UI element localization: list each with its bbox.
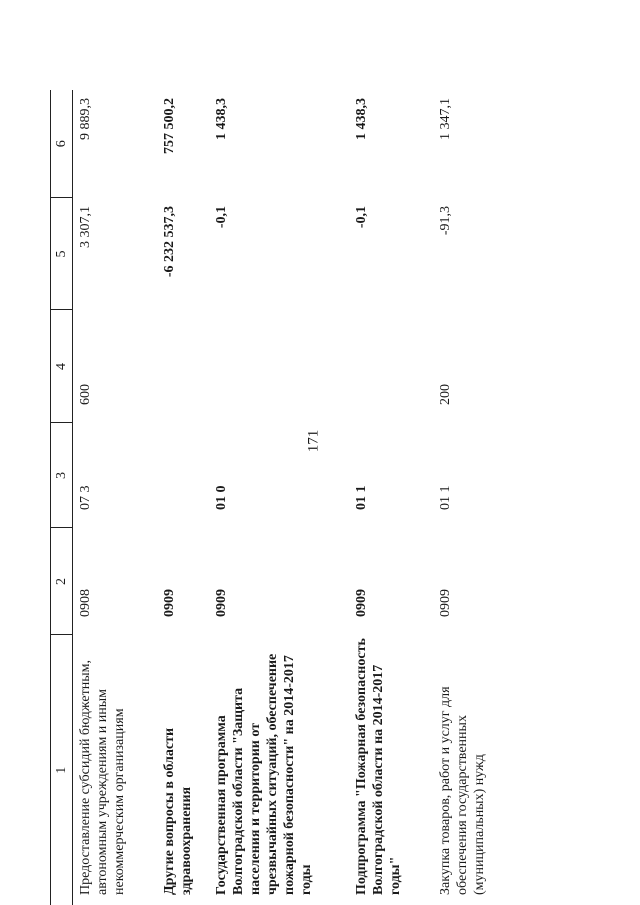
header-col-3: 3 — [51, 423, 73, 528]
budget-table — [50, 90, 507, 905]
row-total: 1 347,1 — [438, 98, 453, 140]
header-col-6: 6 — [51, 90, 73, 198]
row-target: 07 3 — [78, 485, 93, 510]
row-total: 9 889,3 — [78, 98, 93, 140]
header-col-5: 5 — [51, 198, 73, 310]
row-name: Подпрограмма "Пожарная безопасность Волгоградской области на 2014-2017 годы" — [354, 638, 403, 895]
row-change: 3 307,1 — [78, 206, 93, 248]
page-number: 171 — [305, 429, 322, 453]
row-name: Предоставление субсидий бюджетным, автономным учреждениям и иным некоммерческим организациям — [78, 659, 127, 895]
row-type — [349, 310, 433, 423]
row-section: 0908 — [78, 589, 93, 617]
row-target: 01 0 — [214, 485, 229, 510]
row-total: 1 438,3 — [354, 98, 369, 140]
header-row — [51, 90, 73, 905]
row-target — [157, 423, 209, 528]
row-type: 200 — [438, 384, 453, 405]
budget-table-rotated — [50, 90, 640, 905]
row-total: 757 500,2 — [162, 98, 177, 154]
row-change: -6 232 537,3 — [162, 206, 177, 278]
row-target: 01 1 — [354, 485, 369, 510]
row-name: Государственная программа Волгоградской области "Защита населения и территории от чрезвычайных ситуаций, обеспечение пожарной безопасности" на 2014-2017 годы — [214, 653, 314, 895]
row-section: 0909 — [438, 589, 453, 617]
row-type — [209, 310, 349, 423]
row-section: 0909 — [214, 589, 229, 617]
row-target: 01 1 — [438, 485, 453, 510]
row-section: 0909 — [354, 589, 369, 617]
table-row — [73, 90, 158, 905]
row-name: Другие вопросы в области здравоохранения — [162, 727, 194, 895]
row-type: 600 — [78, 384, 93, 405]
row-change: -91,3 — [438, 206, 453, 236]
row-name: Закупка товаров, работ и услуг для обеспечения государственных (муниципальных) нужд — [438, 686, 487, 895]
row-section: 0909 — [162, 589, 177, 617]
row-change: -0,1 — [214, 206, 229, 229]
header-col-1: 1 — [51, 635, 73, 905]
row-total: 1 438,3 — [214, 98, 229, 140]
table-row — [209, 90, 349, 905]
row-type — [157, 310, 209, 423]
table-row — [349, 90, 433, 905]
row-change: -0,1 — [354, 206, 369, 229]
header-col-2: 2 — [51, 528, 73, 635]
table-row — [433, 90, 507, 905]
table-row — [157, 90, 209, 905]
header-col-4: 4 — [51, 310, 73, 423]
